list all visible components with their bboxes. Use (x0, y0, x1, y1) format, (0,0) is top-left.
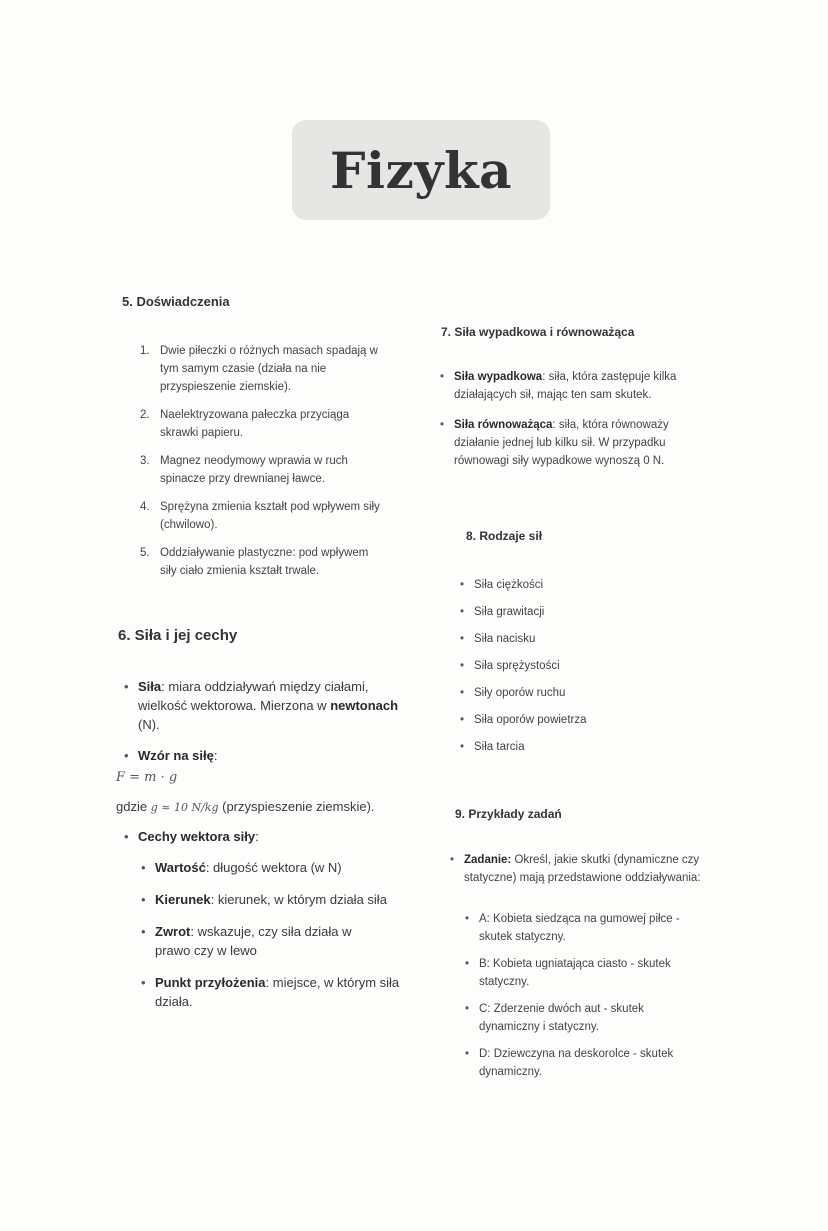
list-item: • B: Kobieta ugniatająca ciasto - skutek statyczny. (479, 955, 694, 991)
definition: : kierunek, w którym działa siła (210, 892, 387, 907)
list-item: • Siła ciężkości (474, 572, 674, 599)
term: Zwrot (155, 924, 191, 939)
title-box (292, 120, 550, 220)
term: Siła równoważąca (454, 419, 553, 431)
list-item: • Siła grawitacji (474, 599, 674, 626)
cechy-list (138, 827, 408, 846)
section-9-heading: 9. Przykłady zadań (455, 807, 562, 821)
task-examples-list (479, 910, 709, 1081)
colon: : (213, 748, 218, 763)
section-6-heading: 6. Siła i jej cechy (118, 627, 238, 644)
list-item (138, 827, 408, 846)
section-7-heading: 7. Siła wypadkowa i równoważąca (441, 325, 635, 339)
force-formula: F = m · g (116, 770, 178, 785)
vector-features-list (155, 858, 405, 1011)
section-6-list (138, 677, 406, 765)
colon: : (255, 829, 259, 844)
item-number: 3. (140, 455, 150, 467)
list-item (138, 746, 406, 765)
list-item (454, 416, 716, 470)
list-item: • Siła oporów powietrza (474, 707, 674, 734)
definition: : miejsce, w którym siła działa. (155, 975, 400, 1009)
list-item: • A: Kobieta siedząca na gumowej piłce - skutek statyczny. (479, 910, 709, 946)
term: Punkt przyłożenia (155, 975, 266, 990)
force-types-list (474, 572, 674, 761)
cechy-label: Cechy wektora siły (138, 829, 256, 844)
item-text: Magnez neodymowy wprawia w ruch spinacze przy drewnianej ławce. (160, 455, 348, 485)
term: Wartość (155, 860, 206, 875)
term: Kierunek (155, 892, 211, 907)
list-item (155, 973, 405, 1011)
section-5-list (140, 342, 380, 590)
task-text: Określ, jakie skutki (dynamiczne czy statyczne) mają przedstawione oddziaływania: (464, 854, 701, 884)
formula-explanation (116, 797, 416, 817)
task-label: Zadanie: (464, 854, 512, 866)
section-9-list (464, 851, 714, 887)
list-item (140, 498, 380, 534)
list-item (155, 858, 405, 877)
list-item (140, 406, 380, 442)
item-number: 5. (140, 547, 150, 559)
list-item (454, 368, 716, 404)
list-item (138, 677, 406, 734)
definition: : wskazuje, czy siła działa w prawo czy w lewo (155, 924, 352, 958)
section-5-heading: 5. Doświadczenia (122, 294, 230, 309)
unit: newtonach (330, 698, 399, 713)
definition: : siła, która zastępuje kilka działających sił, mając ten sam skutek. (454, 371, 677, 401)
page-title: Fizyka (330, 140, 512, 200)
item-text: Dwie piłeczki o różnych masach spadają w tym samym czasie (działa na nie przyspieszenie ziemskie). (160, 345, 378, 393)
list-item: • D: Dziewczyna na deskorolce - skutek dynamiczny. (479, 1045, 709, 1081)
list-item: • Siła sprężystości (474, 653, 674, 680)
definition: : siła, która równoważy działanie jednej lub kilku sił. W przypadku równowagi siły wypadkowe wynoszą 0 N. (454, 419, 669, 467)
list-item (140, 342, 380, 396)
list-item: • Siła nacisku (474, 626, 674, 653)
list-item: • C: Zderzenie dwóch aut - skutek dynamiczny i statyczny. (479, 1000, 679, 1036)
definition: : długość wektora (w N) (205, 860, 342, 875)
item-number: 4. (140, 501, 150, 513)
section-7-list (454, 368, 716, 470)
g-formula: g ≈ 10 N/kg (150, 801, 219, 814)
item-text: Naelektryzowana pałeczka przyciąga skrawki papieru. (160, 409, 350, 439)
section-8-heading: 8. Rodzaje sił (466, 529, 543, 543)
list-item (464, 851, 714, 887)
unit-abbr: (N). (138, 717, 160, 732)
item-text: Sprężyna zmienia kształt pod wpływem siły (chwilowo). (160, 501, 380, 531)
gdzie-text: gdzie (116, 799, 151, 814)
list-item: • Siły oporów ruchu (474, 680, 674, 707)
formula-label: Wzór na siłę (138, 748, 214, 763)
item-number: 1. (140, 345, 150, 357)
gdzie-suffix: (przyspieszenie ziemskie). (218, 799, 375, 814)
definition: : miara oddziaływań między ciałami, wielkość wektorowa. Mierzona w (138, 679, 369, 713)
list-item: • Siła tarcia (474, 734, 674, 761)
list-item (155, 890, 405, 909)
list-item (155, 922, 375, 960)
term: Siła (138, 679, 162, 694)
term: Siła wypadkowa (454, 371, 543, 383)
item-text: Oddziaływanie plastyczne: pod wpływem siły ciało zmienia kształt trwale. (160, 547, 369, 577)
list-item (140, 452, 380, 488)
item-number: 2. (140, 409, 150, 421)
list-item (140, 544, 380, 580)
